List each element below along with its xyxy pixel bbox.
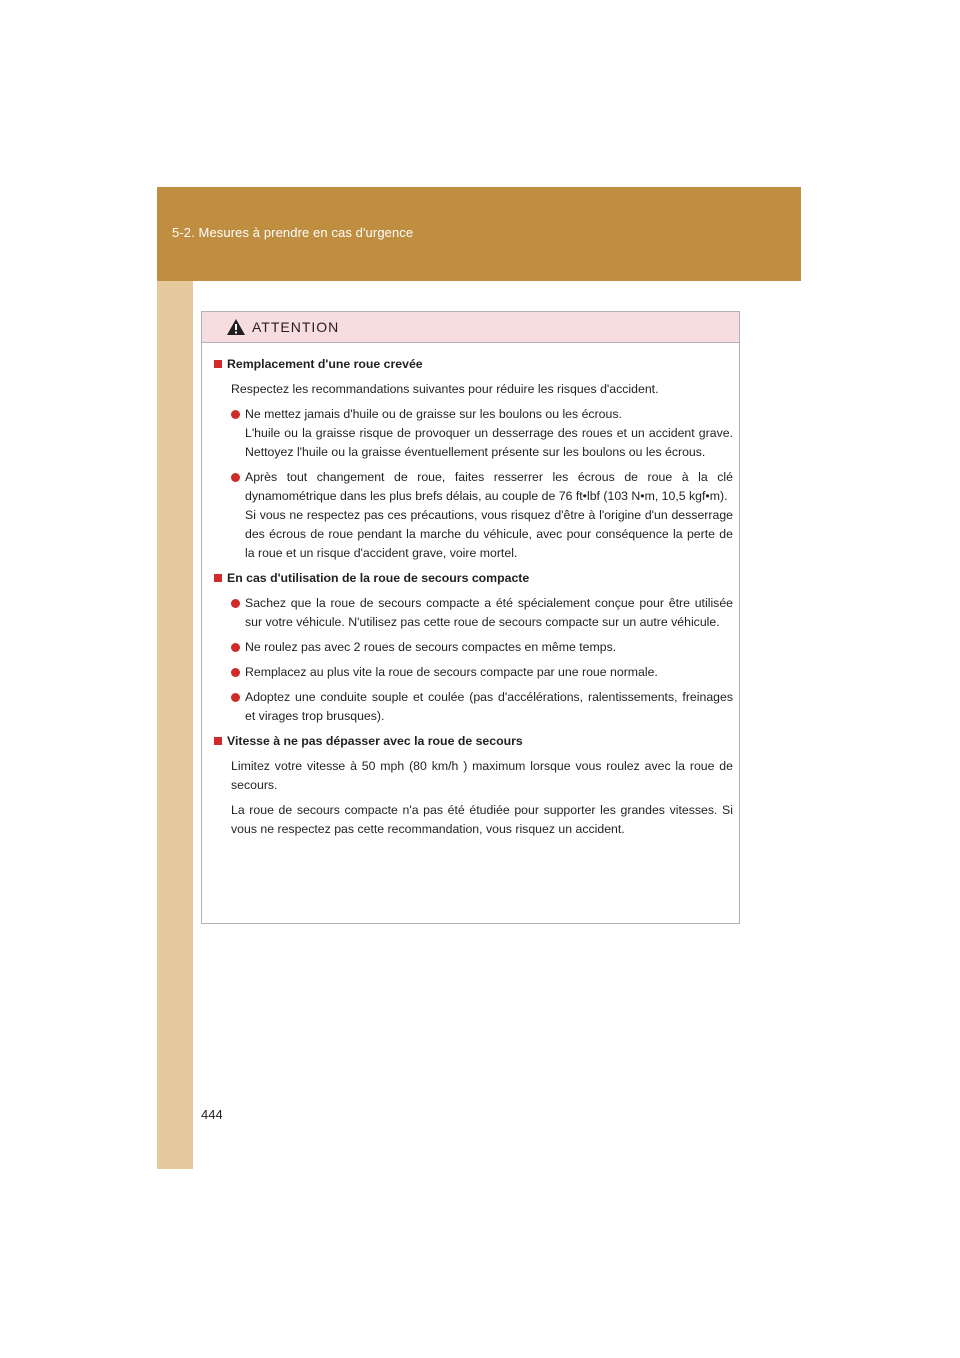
section-heading: Remplacement d'une roue crevée	[214, 355, 733, 374]
red-dot-bullet-icon	[231, 473, 240, 482]
bullet-text: Après tout changement de roue, faites resserrer les écrous de roue à la clé dynamométrique dans les plus brefs délais, au couple de 76 ft•lbf (103 N•m, 10,5 kgf•m).	[245, 470, 733, 503]
list-item	[214, 468, 733, 563]
warning-header	[202, 312, 739, 343]
section-heading: Vitesse à ne pas dépasser avec la roue de secours	[214, 732, 733, 751]
section-paragraph: La roue de secours compacte n'a pas été étudiée pour supporter les grandes vitesses. Si vous ne respectez pas cette recommandation, vous risquez un accident.	[231, 803, 733, 836]
bullet-text: Ne mettez jamais d'huile ou de graisse sur les boulons ou les écrous.	[245, 407, 622, 421]
red-dot-bullet-icon	[231, 668, 240, 677]
bullet-detail: L'huile ou la graisse risque de provoquer un desserrage des roues et un accident grave. Nettoyez l'huile ou la graisse éventuellement présente sur les boulons ou les écrous.	[245, 426, 733, 459]
bullet-detail: Si vous ne respectez pas ces précautions, vous risquez d'être à l'origine d'un desserrage des écrous de roue pendant la marche du véhicule, avec pour conséquence la perte de la roue et un risque d'accident grave, voire mortel.	[245, 508, 733, 560]
red-dot-bullet-icon	[231, 693, 240, 702]
bullet-text: Ne roulez pas avec 2 roues de secours compactes en même temps.	[245, 640, 617, 654]
bullet-text: Sachez que la roue de secours compacte a été spécialement conçue pour être utilisée sur votre véhicule. N'utilisez pas cette roue de secours compacte sur un autre véhicule.	[245, 596, 733, 629]
side-margin-band	[157, 281, 193, 1169]
section-title: 5-2. Mesures à prendre en cas d'urgence	[172, 225, 414, 240]
warning-title: ATTENTION	[252, 319, 340, 335]
warning-body	[202, 343, 739, 839]
bullet-text: Remplacez au plus vite la roue de secours compacte par une roue normale.	[245, 665, 658, 679]
red-dot-bullet-icon	[231, 599, 240, 608]
red-dot-bullet-icon	[231, 410, 240, 419]
red-square-bullet-icon	[214, 574, 222, 582]
list-item	[214, 594, 733, 632]
section-paragraph: Limitez votre vitesse à 50 mph (80 km/h ) maximum lorsque vous roulez avec la roue de secours.	[231, 759, 733, 792]
chapter-header-band	[157, 187, 801, 281]
list-item	[214, 688, 733, 726]
red-square-bullet-icon	[214, 360, 222, 368]
list-item	[214, 663, 733, 682]
page-number: 444	[201, 1107, 223, 1122]
bullet-text: Adoptez une conduite souple et coulée (pas d'accélérations, ralentissements, freinages et virages trop brusques).	[245, 690, 733, 723]
list-item	[214, 405, 733, 462]
red-square-bullet-icon	[214, 737, 222, 745]
section-heading: En cas d'utilisation de la roue de secours compacte	[214, 569, 733, 588]
warning-triangle-icon	[226, 318, 246, 336]
list-item	[214, 638, 733, 657]
warning-box	[201, 311, 740, 924]
section-intro: Respectez les recommandations suivantes pour réduire les risques d'accident.	[231, 382, 659, 396]
red-dot-bullet-icon	[231, 643, 240, 652]
